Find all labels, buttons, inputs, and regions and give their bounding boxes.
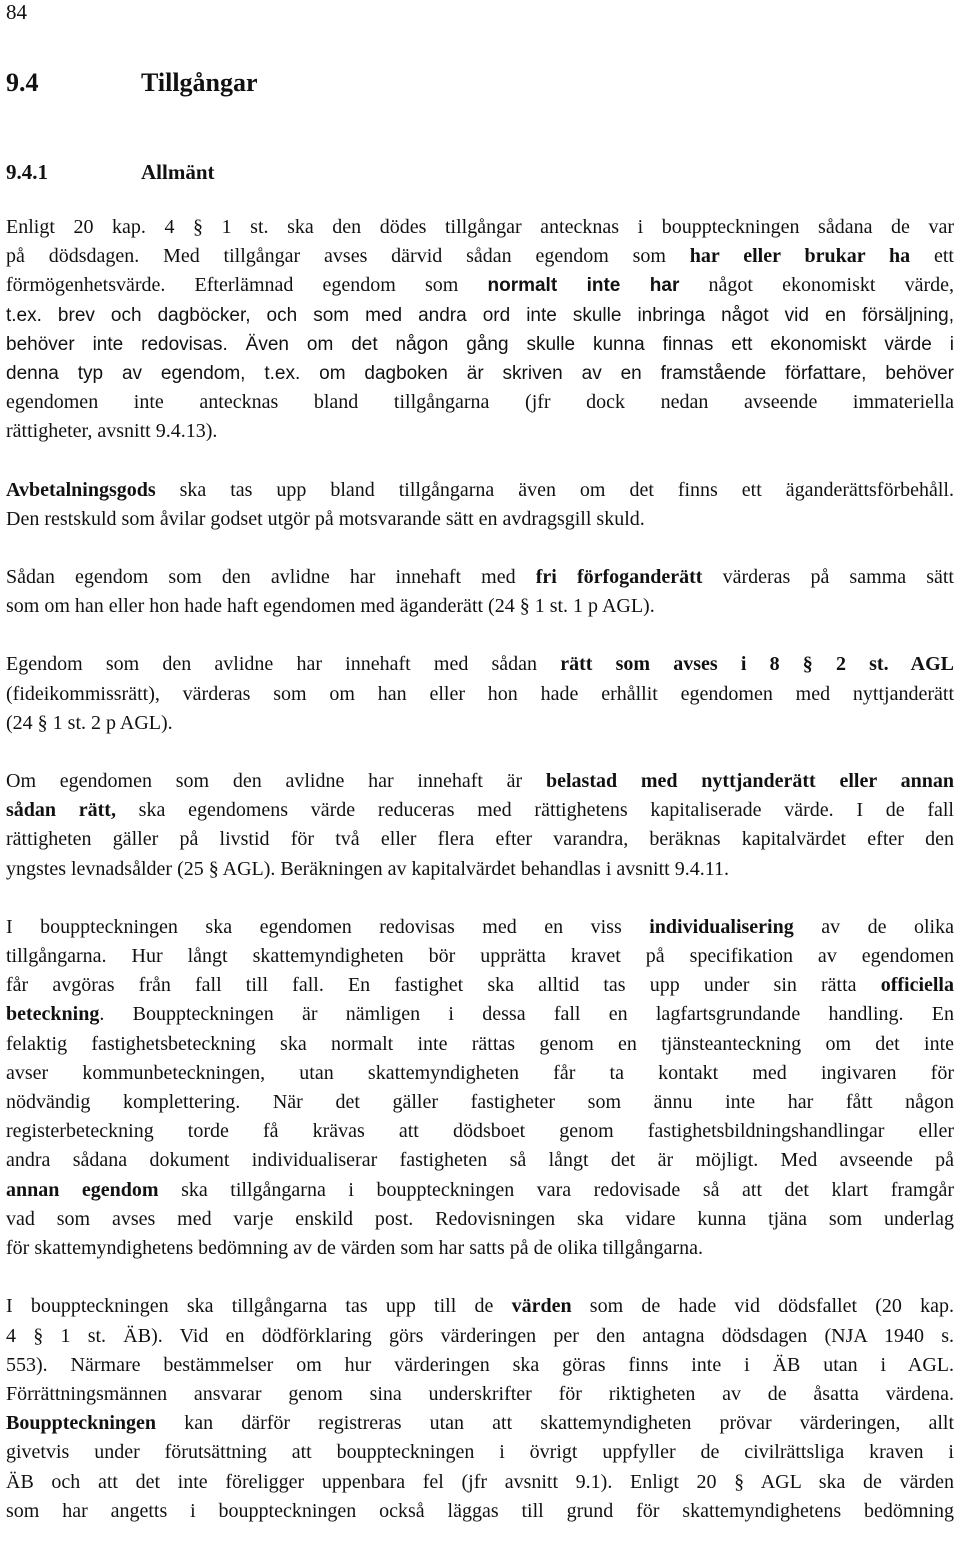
text-line: (fideikommissrätt), värderas som om han eller hon hade erhållit egendomen med nyttjanderätt bbox=[6, 682, 954, 705]
text-line: avser kommunbeteckningen, utan skattemyndigheten får ta kontakt med ingivaren för bbox=[6, 1061, 954, 1084]
text-line: 553). Närmare bestämmelser om hur värderingen ska göras finns inte i ÄB utan i AGL. bbox=[6, 1353, 954, 1376]
text-line: (24 § 1 st. 2 p AGL). bbox=[6, 711, 173, 734]
text-line: denna typ av egendom, t.ex. om dagboken är skriven av en framstående författare, behöver bbox=[6, 363, 954, 385]
document-body bbox=[6, 213, 954, 1555]
text-line: 4 § 1 st. ÄB). Vid en dödförklaring görs värderingen per den antagna dödsdagen (NJA 1940 s. bbox=[6, 1324, 954, 1347]
paragraph-2 bbox=[6, 476, 954, 534]
section-number: 9.4 bbox=[6, 68, 39, 97]
text-line: Sådan egendom som den avlidne har innehaft med fri förfoganderätt värderas på samma sätt bbox=[6, 566, 954, 589]
text-line: Den restskuld som åvilar godset utgör på motsvarande sätt en avdragsgill skuld. bbox=[6, 507, 645, 530]
text-line: som har angetts i bouppteckningen också läggas till grund för skattemyndighetens bedömning bbox=[6, 1499, 954, 1522]
paragraph-6 bbox=[6, 913, 954, 1263]
text-line: andra sådana dokument individualiserar fastigheten så långt det är möjligt. Med avseende på bbox=[6, 1149, 954, 1172]
text-line: registerbeteckning torde få krävas att dödsboet genom fastighetsbildningshandlingar eller bbox=[6, 1120, 954, 1143]
text-line: annan egendom ska tillgångarna i bouppteckningen vara redovisade så att det klart framgår bbox=[6, 1178, 954, 1201]
section-heading bbox=[6, 68, 258, 98]
text-line: Egendom som den avlidne har innehaft med sådan rätt som avses i 8 § 2 st. AGL bbox=[6, 653, 954, 676]
text-line: Enligt 20 kap. 4 § 1 st. ska den dödes tillgångar antecknas i bouppteckningen sådana de var bbox=[6, 216, 954, 238]
text-line: förmögenhetsvärde. Efterlämnad egendom som normalt inte har något ekonomiskt värde, bbox=[6, 274, 955, 297]
text-line: på dödsdagen. Med tillgångar avses därvid sådan egendom som har eller brukar ha ett bbox=[6, 245, 954, 268]
subsection-title: Allmänt bbox=[141, 160, 215, 184]
text-line: vad som avses med varje enskild post. Redovisningen ska vidare kunna tjäna som underlag bbox=[6, 1207, 954, 1230]
text-line: ÄB och att det inte föreligger uppenbara fel (jfr avsnitt 9.1). Enligt 20 § AGL ska de värden bbox=[6, 1470, 954, 1493]
text-line: givetvis under förutsättning att bouppteckningen i övrigt uppfyller de civilrättsliga kraven i bbox=[6, 1441, 954, 1464]
text-line: rättigheter, avsnitt 9.4.13). bbox=[6, 420, 218, 443]
text-line: Avbetalningsgods ska tas upp bland tillgångarna även om det finns ett äganderättsförbehåll. bbox=[6, 478, 954, 501]
paragraph-1 bbox=[6, 213, 954, 447]
text-line: som om han eller hon hade haft egendomen med äganderätt (24 § 1 st. 1 p AGL). bbox=[6, 595, 655, 618]
text-line: beteckning. Bouppteckningen är nämligen i dessa fall en lagfartsgrundande handling. En bbox=[6, 1003, 954, 1026]
text-line: Förrättningsmännen ansvarar genom sina underskrifter för riktigheten av de åsatta värdena. bbox=[6, 1382, 954, 1405]
text-line: nödvändig komplettering. När det gäller fastigheter som ännu inte har fått någon bbox=[6, 1091, 954, 1114]
subsection-number: 9.4.1 bbox=[6, 160, 48, 184]
text-line: yngstes levnadsålder (25 § AGL). Beräkningen av kapitalvärdet behandlas i avsnitt 9.4.11. bbox=[6, 857, 729, 880]
paragraph-7 bbox=[6, 1292, 954, 1526]
text-line: för skattemyndighetens bedömning av de värden som har satts på de olika tillgångarna. bbox=[6, 1237, 704, 1260]
text-line: tillgångarna. Hur långt skattemyndigheten bör upprätta kravet på specifikation av egendomen bbox=[6, 945, 954, 968]
text-line: får avgöras från fall till fall. En fastighet ska alltid tas upp under sin rätta officiella bbox=[6, 974, 954, 997]
text-line: behöver inte redovisas. Även om det någon gång skulle kunna finnas ett ekonomiskt värde i bbox=[6, 333, 954, 355]
text-line: sådan rätt, ska egendomens värde reduceras med rättighetens kapitaliserade värde. I de fall bbox=[6, 799, 954, 822]
text-line: egendomen inte antecknas bland tillgångarna (jfr dock nedan avseende immateriella bbox=[6, 391, 954, 414]
paragraph-5 bbox=[6, 767, 954, 884]
page-number: 84 bbox=[6, 0, 27, 24]
text-line: Om egendomen som den avlidne har innehaft är belastad med nyttjanderätt eller annan bbox=[6, 770, 954, 793]
subsection-heading bbox=[6, 160, 215, 185]
text-line: I bouppteckningen ska egendomen redovisas med en viss individualisering av de olika bbox=[6, 915, 954, 938]
text-line: I bouppteckningen ska tillgångarna tas upp till de värden som de hade vid dödsfallet (20 kap. bbox=[6, 1295, 954, 1318]
text-line: felaktig fastighetsbeteckning ska normalt inte rättas genom en tjänsteanteckning om det inte bbox=[6, 1032, 954, 1055]
paragraph-3 bbox=[6, 563, 954, 621]
section-title: Tillgångar bbox=[141, 68, 258, 97]
text-line: rättigheten gäller på livstid för två eller flera efter varandra, beräknas kapitalvärdet efter den bbox=[6, 828, 954, 851]
paragraph-4 bbox=[6, 650, 954, 738]
text-line: t.ex. brev och dagböcker, och som med andra ord inte skulle inbringa något vid en försäljning, bbox=[6, 304, 954, 326]
text-line: Bouppteckningen kan därför registreras utan att skattemyndigheten prövar värderingen, allt bbox=[6, 1412, 954, 1435]
